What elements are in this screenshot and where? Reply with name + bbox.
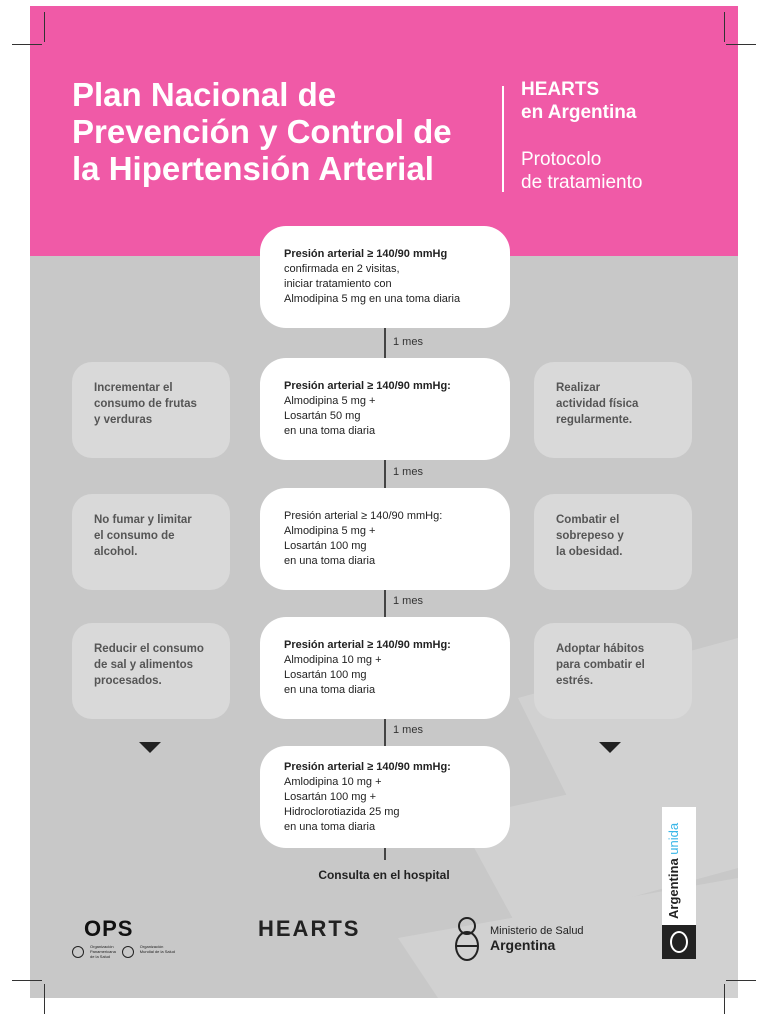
- protocol-subtitle: Protocolo de tratamiento: [521, 149, 643, 193]
- step-2-heading: Presión arterial ≥ 140/90 mmHg:: [284, 380, 451, 392]
- ops-logo: OPS Organización Panamericana de la Salud Organización Mundial de la Salud: [72, 916, 182, 966]
- crop-mark: [44, 12, 45, 42]
- hearts-logo: HEARTS: [258, 916, 361, 941]
- header-banner: [30, 6, 738, 256]
- step-3-box: Presión arterial ≥ 140/90 mmHg: Almodipina 5 mg + Losartán 100 mg en una toma diaria: [260, 488, 510, 590]
- interval-label: 1 mes: [393, 724, 423, 736]
- step-5-box: Presión arterial ≥ 140/90 mmHg: Amlodipina 10 mg + Losartán 100 mg + Hidroclorotiazida 25 mg en una toma diaria: [260, 746, 510, 848]
- flow-connector: [384, 458, 386, 488]
- coat-of-arms-icon: [452, 914, 482, 964]
- poster: [30, 6, 738, 998]
- left-tip-1: Incrementar el consumo de frutas y verduras: [72, 362, 230, 458]
- flow-connector: [384, 846, 386, 860]
- step-4-box: Presión arterial ≥ 140/90 mmHg: Almodipina 10 mg + Losartán 100 mg en una toma diaria: [260, 617, 510, 719]
- crop-mark: [726, 44, 756, 45]
- right-tip-2: Combatir el sobrepeso y la obesidad.: [534, 494, 692, 590]
- crop-mark: [724, 12, 725, 42]
- header-divider: [502, 86, 504, 192]
- argentina-unida-brand: Argentina unida: [662, 807, 696, 959]
- left-tip-2: No fumar y limitar el consumo de alcohol.: [72, 494, 230, 590]
- crop-mark: [44, 984, 45, 1014]
- crop-mark: [726, 980, 756, 981]
- step-5-heading: Presión arterial ≥ 140/90 mmHg:: [284, 760, 451, 773]
- sun-emblem-icon: [662, 925, 696, 959]
- step-2-box: Presión arterial ≥ 140/90 mmHg: Almodipina 5 mg + Losartán 50 mg en una toma diaria: [260, 358, 510, 460]
- right-tip-3: Adoptar hábitos para combatir el estrés.: [534, 623, 692, 719]
- flow-connector: [384, 717, 386, 747]
- interval-label: 1 mes: [393, 595, 423, 607]
- left-tip-3: Reducir el consumo de sal y alimentos procesados.: [72, 623, 230, 719]
- hearts-heading: HEARTS en Argentina: [521, 79, 637, 123]
- step-1-box: Presión arterial ≥ 140/90 mmHg confirmada en 2 visitas, iniciar tratamiento con Almodipina 5 mg en una toma diaria: [260, 226, 510, 328]
- interval-label: 1 mes: [393, 336, 423, 348]
- crop-mark: [724, 984, 725, 1014]
- ministerio-logo: Ministerio de Salud Argentina: [452, 911, 584, 967]
- hospital-step-label: Consulta en el hospital: [318, 868, 450, 882]
- right-arrow-down-icon: [599, 742, 621, 753]
- step-4-heading: Presión arterial ≥ 140/90 mmHg:: [284, 639, 451, 651]
- right-tip-1: Realizar actividad física regularmente.: [534, 362, 692, 458]
- page-title: Plan Nacional de Prevención y Control de la Hipertensión Arterial: [72, 76, 452, 187]
- crop-mark: [12, 44, 42, 45]
- flow-connector: [384, 588, 386, 618]
- un-emblem-icon: [122, 946, 134, 958]
- globe-icon: [72, 946, 84, 958]
- interval-label: 1 mes: [393, 466, 423, 478]
- left-arrow-down-icon: [139, 742, 161, 753]
- step-1-heading: Presión arterial ≥ 140/90 mmHg: [284, 248, 448, 260]
- crop-mark: [12, 980, 42, 981]
- flow-connector: [384, 328, 386, 358]
